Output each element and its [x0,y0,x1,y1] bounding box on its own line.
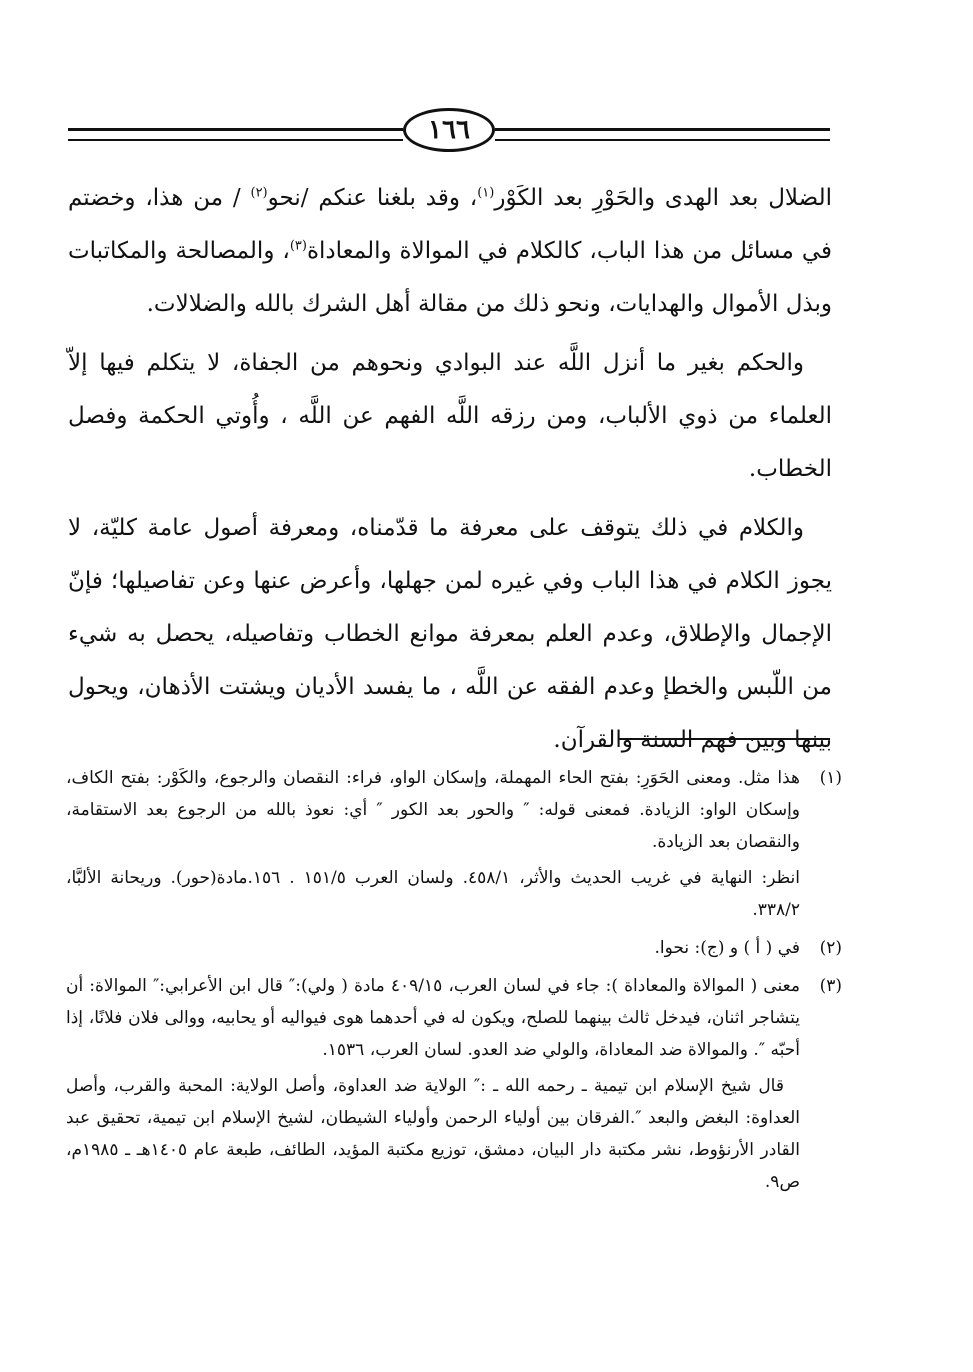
footnote-number: (١) [819,768,842,788]
footnote-3 [66,970,842,1202]
footnote-2 [66,932,842,968]
paragraph-2: والحكم بغير ما أنزل اللَّه عند البوادي ونحوهم من الجفاة، لا يتكلم فيها إلاّ العلماء من ذوي الألباب، ومن رزقه اللَّه الفهم عن اللَّه ، وأُوتي الحكمة وفصل الخطاب. [68,350,832,482]
footnote-body [66,762,800,930]
paragraph-1-part-d: ، والمصالحة والمكاتبات وبذل الأموال والهدايات، ونحو ذلك من مقالة أهل الشرك بالله والضلالات. [68,238,832,317]
main-text [68,172,832,767]
page-number: ١٦٦ [403,108,495,152]
footnote-number: (٢) [819,938,842,958]
paragraph-1-part-c: / من هذا، وخضتم في مسائل من هذا الباب، كالكلام في الموالاة والمعاداة [68,185,833,264]
footnote-number: (٣) [819,976,842,996]
page-header [68,108,830,156]
footnote-ref-2: (٢) [250,185,268,201]
header-rule-right [495,128,830,141]
footnote-text: هذا مثل. ومعنى الحَوَرِ: بفتح الحاء المهملة، وإسكان الواو، فراء: النقصان والرجوع، والكَوْر: بفتح الكاف، وإسكان الواو: الزيادة. فمعنى قوله: ″ والحور بعد الكور ″ أي: نعوذ بالله من الرجوع بعد الاستقامة، والنقصان بعد الزيادة. [66,768,800,852]
footnote-ref-1: (١) [477,185,495,201]
footnote-text: قال شيخ الإسلام ابن تيمية ـ رحمه الله ـ :″ الولاية ضد العداوة، وأصل الولاية: المحبة والقرب، وأصل العداوة: البغض والبعد ″.الفرقان بين أولياء الرحمن وأولياء الشيطان، لشيخ الإسلام ابن تيمية، تحقيق عبد القادر الأرنؤوط، نشر مكتبة دار البيان، دمشق، توزيع مكتبة المؤيد، الطائف، طبعة عام ١٤٠٥هـ ـ ١٩٨٥م، ص٩. [66,1076,801,1192]
footnote-1 [66,762,842,930]
footnote-text: معنى ( الموالاة والمعاداة ): جاء في لسان العرب، ٤٠٩/١٥ مادة ( ولي):″ قال ابن الأعرابي:″ الموالاة: أن يتشاجر اثنان، فيدخل ثالث بينهما للصلح، ويكون له في أحدهما هوى فيواليه أو يحابيه، ووالى فلان فلانًا، إذا أحبّه ″. والموالاة ضد المعاداة، والولي ضد العدو. لسان العرب، ١٥٣٦. [66,976,800,1060]
paragraph-3: والكلام في ذلك يتوقف على معرفة ما قدّمناه، ومعرفة أصول عامة كليّة، لا يجوز الكلام في هذا الباب وفي غيره لمن جهلها، وأعرض عنها وعن تفاصيلها؛ فإنّ الإجمال والإطلاق، وعدم العلم بمعرفة موانع الخطاب وتفاصيله، يحصل به شيء من اللّبس والخطإ وعدم الفقه عن اللَّه ، ما يفسد الأديان ويشتت الأذهان، ويحول بينها وبين فهم السنة والقرآن. [68,515,832,753]
header-rule-left [68,128,403,141]
footnote-ref-3: (٣) [289,238,307,254]
paragraph-1-part-b: ، وقد بلغنا عنكم /نحو [267,185,478,211]
paragraph-1 [68,172,832,331]
footnotes [66,762,842,1204]
footnote-text: انظر: النهاية في غريب الحديث والأثر، ٤٥٨/١. ولسان العرب ١٥١/٥ . ١٥٦.مادة(حور). وريحانة الألبَّا، ٣٣٨/٢. [66,868,801,920]
footnote-text: في ( أ ) و (ج): نحوا. [654,938,800,958]
footnote-separator [618,738,830,740]
paragraph-1-part-a: الضلال بعد الهدى والحَوْرِ بعد الكَوْر [494,185,832,211]
footnote-body [66,932,800,968]
footnote-body [66,970,800,1202]
